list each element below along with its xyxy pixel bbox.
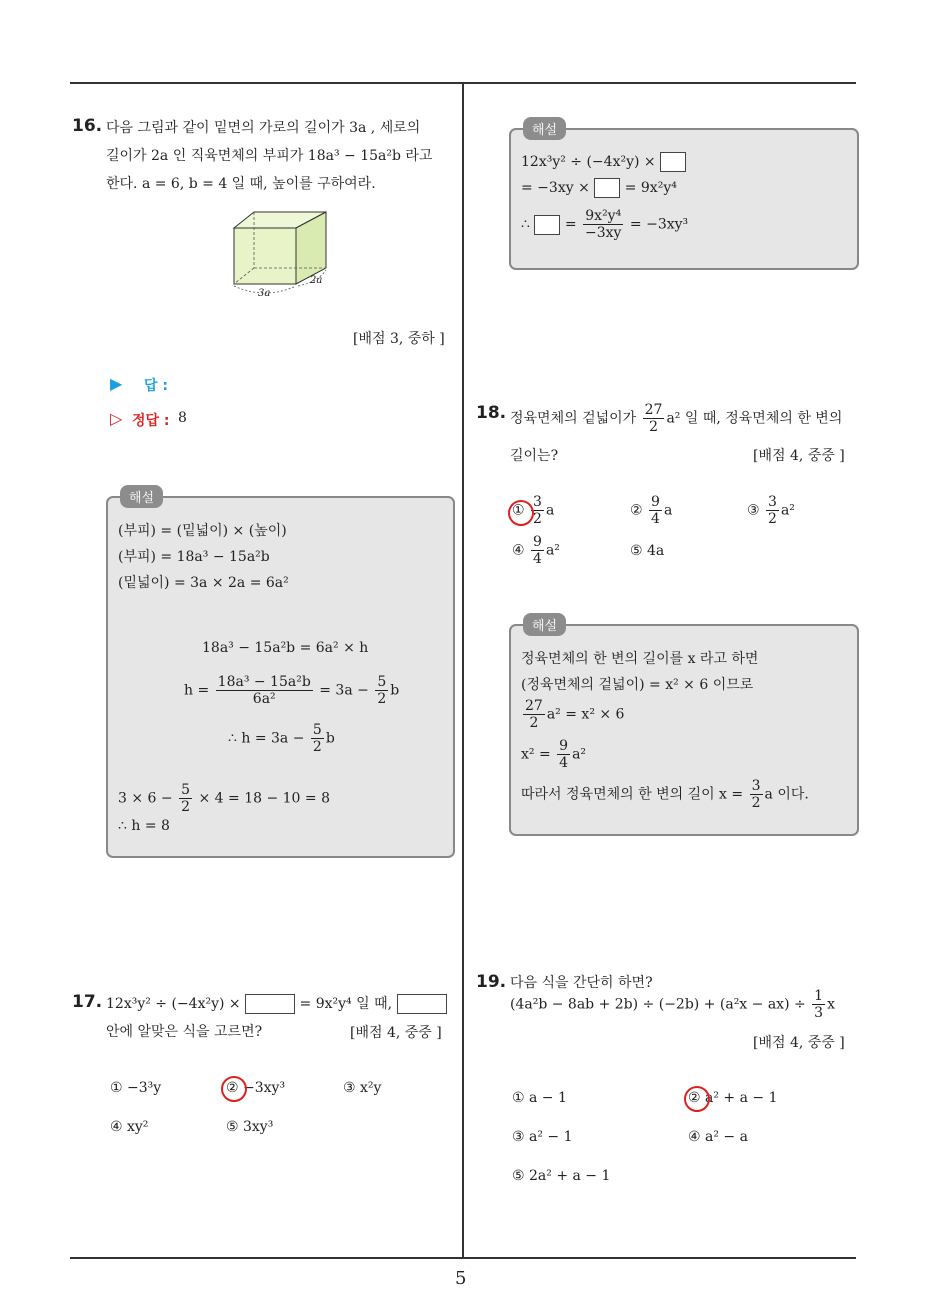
frac-den: 2 <box>751 795 761 811</box>
sol-line: (부피) = (밑넓이) × (높이) <box>118 523 287 539</box>
fraction <box>531 534 544 567</box>
q18-text-line2: 길이는? <box>510 448 559 464</box>
frac-num: 9 <box>559 738 569 754</box>
sol-text: b <box>390 682 400 699</box>
cuboid-figure <box>226 208 336 302</box>
frac-den: 2 <box>533 511 542 527</box>
sol-line: (부피) = 18a³ − 15a²b <box>118 549 270 565</box>
q17-expr: 12x³y² ÷ (−4x²y) × <box>106 996 241 1012</box>
frac-num: 5 <box>377 674 387 690</box>
selected-answer-circle <box>508 500 534 526</box>
sol-text: = 3a − <box>319 682 369 699</box>
sol-text: = −3xy³ <box>629 216 689 233</box>
sol-line <box>184 674 399 707</box>
sol-line: 정육면체의 한 변의 길이를 x 라고 하면 <box>521 651 759 667</box>
figure-label-width: 3a <box>258 288 271 299</box>
fraction <box>649 494 662 527</box>
solution-tag: 해설 <box>523 613 566 636</box>
correct-answer-value: 8 <box>178 410 187 426</box>
q18-text: a² 일 때, 정육면체의 한 변의 <box>666 410 843 427</box>
frac-num: 9x²y⁴ <box>583 208 623 225</box>
q19-choice-2[interactable]: ② a² + a − 1 <box>688 1090 778 1106</box>
q18-text: 정육면체의 겉넓이가 <box>510 410 637 427</box>
answer-blank <box>245 994 295 1014</box>
q18-choice-4[interactable] <box>512 534 560 567</box>
selected-answer-circle <box>684 1086 710 1112</box>
choice-marker: ④ <box>512 542 525 559</box>
q16-solution-box <box>106 491 455 858</box>
frac-den: 2 <box>529 715 539 731</box>
sol-line <box>521 152 686 172</box>
frac-den: 2 <box>377 691 387 707</box>
fraction <box>812 988 825 1021</box>
sol-text: a² = x² × 6 <box>546 706 625 723</box>
sol-text: ∴ h = 3a − <box>228 730 305 747</box>
frac-num: 18a³ − 15a²b <box>217 674 311 690</box>
fraction <box>523 698 545 731</box>
correct-arrow-icon: ▷ <box>110 409 123 428</box>
fraction <box>179 782 192 815</box>
q19-choice-5[interactable]: ⑤ 2a² + a − 1 <box>512 1168 611 1184</box>
answer-arrow-icon: ▶ <box>110 374 123 393</box>
frac-den: 4 <box>559 755 569 771</box>
bottom-rule <box>70 1257 856 1259</box>
sol-text: b <box>325 730 335 747</box>
fraction <box>311 722 324 755</box>
q18-score: [배점 4, 중중 ] <box>753 448 845 464</box>
frac-den: 2 <box>181 799 191 815</box>
q17-expr: = 9x²y⁴ 일 때, <box>299 996 393 1012</box>
sol-line: 18a³ − 15a²b = 6a² × h <box>202 640 369 656</box>
sol-text: = −3xy × <box>521 180 590 196</box>
frac-den: 2 <box>649 419 658 435</box>
q18-choice-5[interactable]: ⑤ 4a <box>630 543 665 559</box>
fraction <box>583 208 623 241</box>
solution-tag: 해설 <box>523 117 566 140</box>
answer-blank <box>534 215 560 235</box>
sol-line <box>118 782 330 815</box>
q17-choice-5[interactable]: ⑤ 3xy³ <box>226 1119 274 1135</box>
sol-line <box>521 738 586 771</box>
fraction <box>750 778 763 811</box>
sol-text: 3 × 6 − <box>118 790 173 807</box>
sol-text: 12x³y² ÷ (−4x²y) × <box>521 154 656 170</box>
choice-text: a² <box>545 542 560 559</box>
q19-choice-3[interactable]: ③ a² − 1 <box>512 1129 573 1145</box>
q17-number: 17. <box>72 992 103 1012</box>
figure-label-depth: 2a <box>310 275 323 286</box>
frac-den: 2 <box>768 511 777 527</box>
sol-line <box>521 698 624 731</box>
q19-choice-4[interactable]: ④ a² − a <box>688 1129 748 1145</box>
sol-text: a² <box>572 746 587 763</box>
sol-text: h = <box>184 682 210 699</box>
q18-choice-3[interactable] <box>747 494 795 527</box>
frac-num: 1 <box>814 988 824 1004</box>
answer-blank <box>594 178 620 198</box>
frac-den: 4 <box>533 551 542 567</box>
fraction <box>766 494 779 527</box>
frac-den: 4 <box>651 511 660 527</box>
page-number: 5 <box>455 1268 467 1289</box>
fraction <box>643 402 665 435</box>
q17-solution-box <box>509 123 859 270</box>
sol-line <box>228 722 335 755</box>
q19-text-line1: 다음 식을 간단히 하면? <box>510 975 653 991</box>
q16-text-line3: 한다. a = 6, b = 4 일 때, 높이를 구하여라. <box>106 176 376 192</box>
frac-num: 27 <box>525 698 543 714</box>
q17-choice-1[interactable]: ① −3³y <box>110 1080 162 1096</box>
frac-num: 3 <box>533 494 542 510</box>
q17-text-line2: 안에 알맞은 식을 고르면? <box>106 1024 263 1040</box>
q17-score: [배점 4, 중중 ] <box>350 1025 442 1041</box>
q17-choice-2[interactable]: ② −3xy³ <box>226 1080 286 1096</box>
frac-num: 9 <box>651 494 660 510</box>
sol-text: a 이다. <box>764 786 809 803</box>
choice-text: a² <box>780 502 795 519</box>
q19-expr: x <box>827 996 835 1013</box>
sol-line: (밑넓이) = 3a × 2a = 6a² <box>118 575 289 591</box>
solution-tag: 해설 <box>120 485 163 508</box>
sol-line: (정육면체의 겉넓이) = x² × 6 이므로 <box>521 677 754 693</box>
sol-text: × 4 = 18 − 10 = 8 <box>198 790 330 807</box>
sol-text: x² = <box>521 746 551 763</box>
answer-label: 답 : <box>144 378 168 394</box>
q16-number: 16. <box>72 116 103 136</box>
q18-choice-2[interactable] <box>630 494 672 527</box>
q17-text-line1 <box>106 990 447 1018</box>
frac-den: −3xy <box>585 225 622 241</box>
answer-blank <box>397 994 447 1014</box>
q19-score: [배점 4, 중중 ] <box>753 1035 845 1051</box>
q17-choice-4[interactable]: ④ xy² <box>110 1119 149 1135</box>
q19-text-line2 <box>510 988 835 1021</box>
choice-marker: ① <box>512 502 525 519</box>
sol-text: 따라서 정육면체의 한 변의 길이 x = <box>521 786 744 803</box>
choice-text: a <box>663 502 673 519</box>
fraction <box>375 674 388 707</box>
frac-den: 3 <box>814 1005 824 1021</box>
fraction <box>216 674 313 707</box>
q16-text-line2: 길이가 2a 인 직육면체의 부피가 18a³ − 15a²b 라고 <box>106 148 433 164</box>
frac-num: 5 <box>181 782 191 798</box>
q18-text-line1 <box>510 402 842 435</box>
frac-num: 9 <box>533 534 542 550</box>
frac-num: 27 <box>644 402 663 418</box>
frac-den: 2 <box>312 739 322 755</box>
sol-line <box>521 778 809 811</box>
q19-choice-1[interactable]: ① a − 1 <box>512 1090 567 1106</box>
frac-num: 5 <box>312 722 322 738</box>
sol-text: = 9x²y⁴ <box>624 180 677 196</box>
frac-den: 6a² <box>252 691 276 707</box>
sol-line: ∴ h = 8 <box>118 818 170 834</box>
sol-line <box>521 178 677 198</box>
q16-text-line1: 다음 그림과 같이 밑면의 가로의 길이가 3a , 세로의 <box>106 120 421 136</box>
sol-text: ∴ <box>521 216 530 233</box>
q16-score: [배점 3, 중하 ] <box>353 331 445 347</box>
frac-num: 3 <box>768 494 777 510</box>
frac-num: 3 <box>751 778 761 794</box>
q18-solution-box <box>509 619 859 836</box>
sol-text: = <box>564 216 577 233</box>
choice-marker: ③ <box>747 502 760 519</box>
q17-choice-3[interactable]: ③ x²y <box>343 1080 382 1096</box>
fraction <box>557 738 570 771</box>
sol-line <box>521 208 688 241</box>
choice-text: a <box>545 502 555 519</box>
answer-blank <box>660 152 686 172</box>
q19-expr: (4a²b − 8ab + 2b) ÷ (−2b) + (a²x − ax) ÷ <box>510 996 806 1013</box>
choice-marker: ② <box>630 502 643 519</box>
q19-number: 19. <box>476 972 507 992</box>
selected-answer-circle <box>221 1076 247 1102</box>
q18-number: 18. <box>476 403 507 423</box>
column-divider <box>462 82 464 1258</box>
correct-answer-label: 정답 : <box>132 413 170 429</box>
